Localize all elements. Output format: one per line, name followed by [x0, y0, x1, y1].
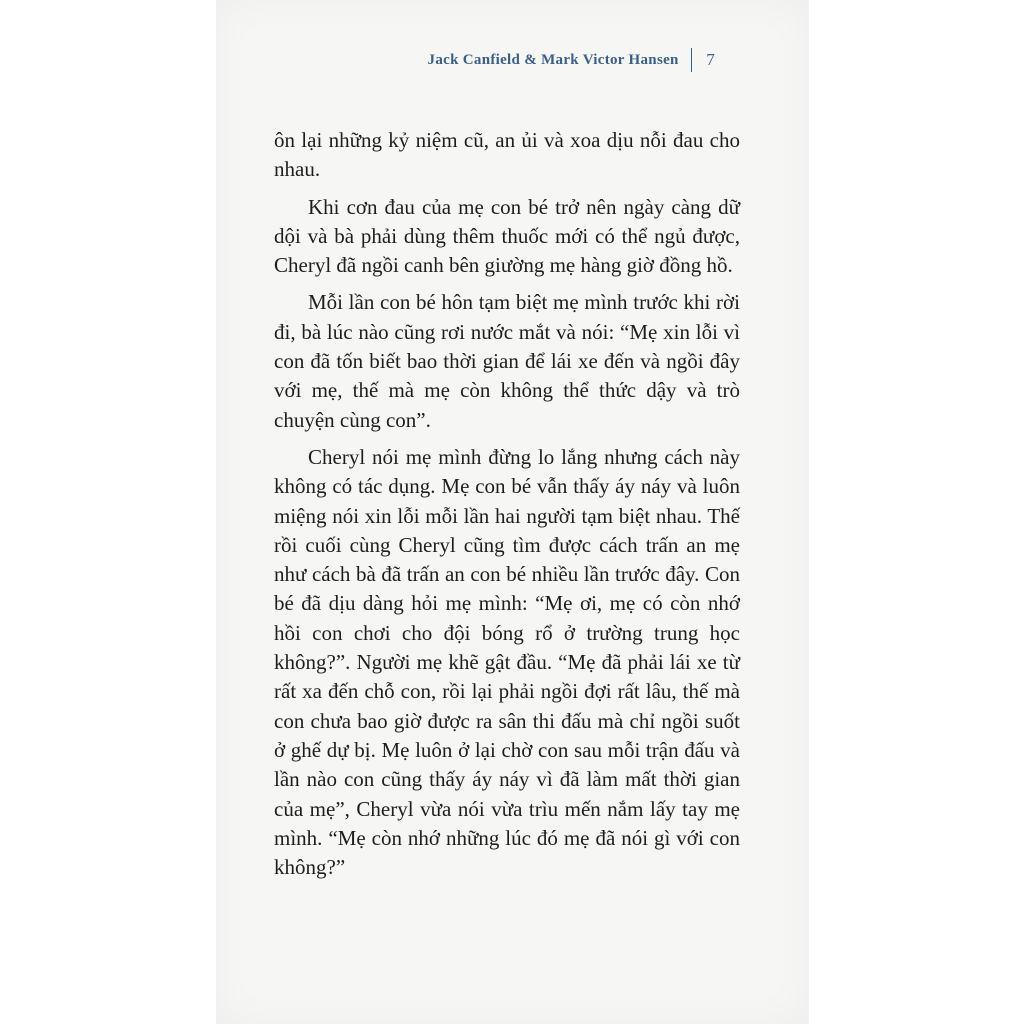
book-page — [216, 0, 809, 1024]
running-head-divider — [691, 48, 693, 72]
paragraph: Mỗi lần con bé hôn tạm biệt mẹ mình trước khi rời đi, bà lúc nào cũng rơi nước mắt và nói: “Mẹ xin lỗi vì con đã tốn biết bao thời gian để lái xe đến và ngồi đây với mẹ, thế mà mẹ còn không thể thức dậy và trò chuyện cùng con”. — [274, 290, 740, 432]
page-number: 7 — [706, 50, 715, 69]
paragraph: ôn lại những kỷ niệm cũ, an ủi và xoa dịu nỗi đau cho nhau. — [274, 128, 740, 182]
paragraph: Cheryl nói mẹ mình đừng lo lắng nhưng cách này không có tác dụng. Mẹ con bé vẫn thấy áy náy và luôn miệng nói xin lỗi mỗi lần hai người tạm biệt nhau. Thế rồi cuối cùng Cheryl cũng tìm được cách trấn an mẹ như cách bà đã trấn an con bé nhiều lần trước đây. Con bé đã dịu dàng hỏi mẹ mình: “Mẹ ơi, mẹ có còn nhớ hồi con chơi cho đội bóng rổ ở trường trung học không?”. Người mẹ khẽ gật đầu. “Mẹ đã phải lái xe từ rất xa đến chỗ con, rồi lại phải ngồi đợi rất lâu, thế mà con chưa bao giờ được ra sân thi đấu mà chỉ ngồi suốt ở ghế dự bị. Mẹ luôn ở lại chờ con sau mỗi trận đấu và lần nào con cũng thấy áy náy vì đã làm mất thời gian của mẹ”, Cheryl vừa nói vừa trìu mến nắm lấy tay mẹ mình. “Mẹ còn nhớ những lúc đó mẹ đã nói gì với con không?” — [274, 444, 740, 880]
body-text — [274, 126, 740, 890]
running-head — [428, 48, 715, 72]
running-head-authors: Jack Canfield & Mark Victor Hansen — [427, 51, 679, 68]
paragraph: Khi cơn đau của mẹ con bé trở nên ngày càng dữ dội và bà phải dùng thêm thuốc mới có thể ngủ được, Cheryl đã ngồi canh bên giường mẹ hàng giờ đồng hồ. — [274, 194, 740, 278]
